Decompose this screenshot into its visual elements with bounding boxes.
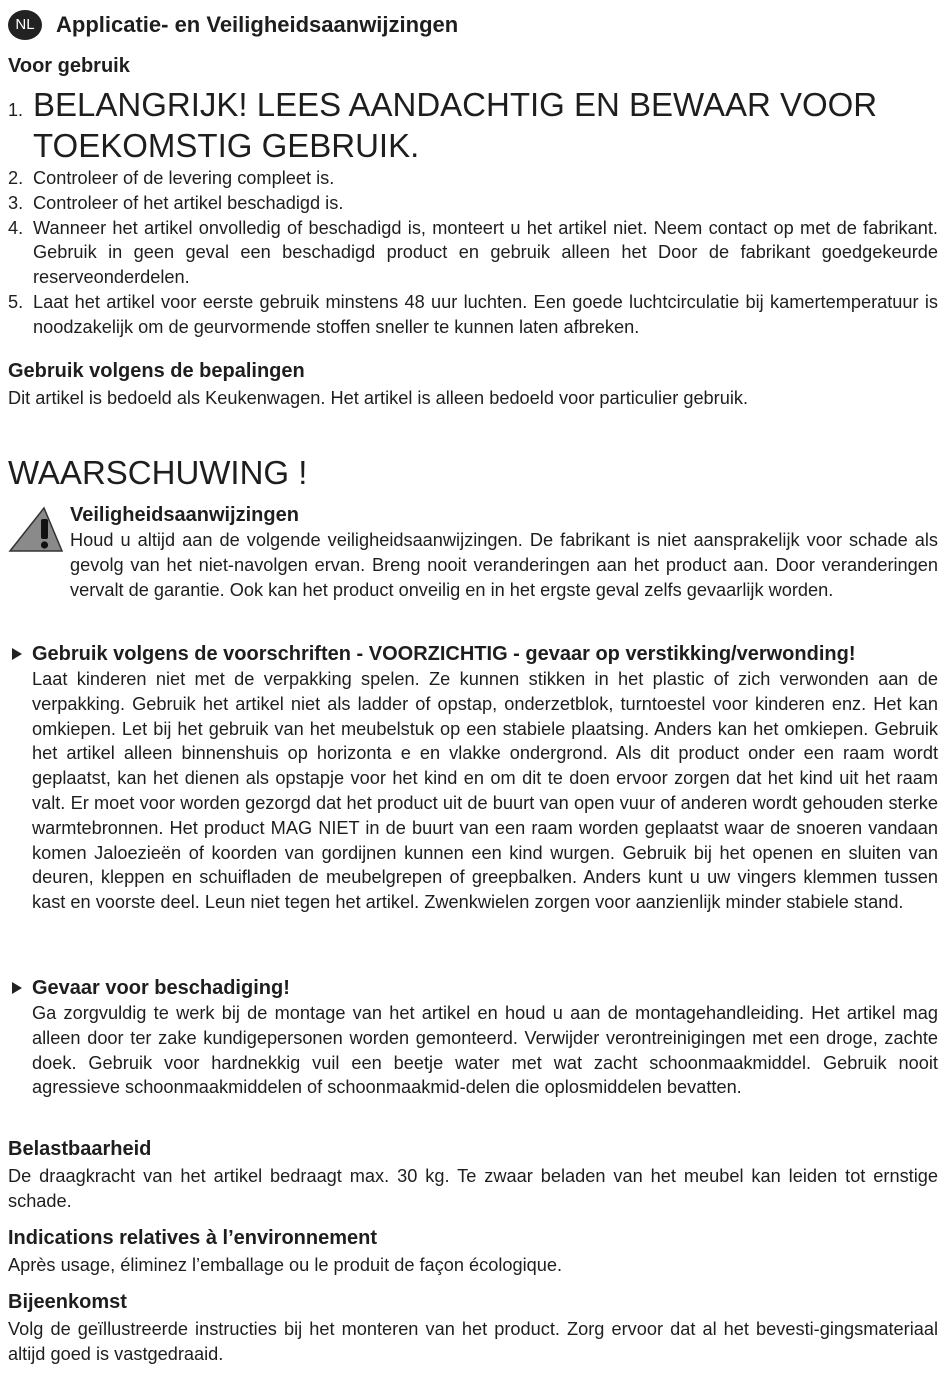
- belastbaarheid-text: De draagkracht van het artikel bedraagt max. 30 kg. Te zwaar beladen van het meubel kan leiden tot ernstige schade.: [8, 1166, 938, 1211]
- warning-triangle-icon: [8, 505, 64, 553]
- beschadiging-text: Ga zorgvuldig te werk bij de montage van het artikel en houd u aan de montagehandleiding. Het artikel mag alleen door ter zake kundigepersonen worden gemonteerd. Verwijder verontreinigingen met een droge, zachte doek. Gebruik voor hardnekkig vuil een beetje water met wat zacht schoonmaakmiddel. Gebruik nooit agressieve schoonmaakmiddelen of schoonmaakmid-delen die oplosmiddelen bevatten.: [32, 1003, 938, 1098]
- voorschriften-text: Laat kinderen niet met de verpakking spelen. Ze kunnen stikken in het plastic of zich verwonden aan de verpakking. Gebruik het artikel niet als ladder of opstap, onderzetblok, turntoestel voor kinderen enz. Het kan omkiepen. Let bij het gebruik van het meubelstuk op een stabiele plaatsing. Anders kan het omkiepen. Gebruik het artikel alleen binnenshuis op horizonta e en vlakke ondergrond. Als dit product onder een raam wordt geplaatst, kan het dienen als opstapje voor het kind en om dit te doen ervoor zorgen dat het kind uit het raam valt. Er moet voor worden gezorgd dat het product uit de buurt van open vuur of anderen wordt gehouden sterke warmtebronnen. Het product MAG NIET in de buurt van een raam worden geplaatst waar de snoeren vandaan komen Jaloezieën of koorden van gordijnen kunnen een kind wurgen. Gebruik bij het openen en sluiten van deuren, kleppen en schuifladen de meubelgrepen of greepbalken. Anders kunt u uw vingers klemmen tussen kast en voorste deel. Leun niet tegen het artikel. Zwenkwielen zorgen voor aanzienlijk minder stabiele stand.: [32, 669, 938, 913]
- item-text: BELANGRIJK! LEES AANDACHTIG EN BEWAAR VOOR TOEKOMSTIG GEBRUIK.: [33, 86, 878, 164]
- safety-block: [70, 502, 938, 602]
- section-title-bepalingen: Gebruik volgens de bepalingen: [8, 360, 305, 382]
- item-number: 4.: [8, 217, 24, 238]
- beschadiging-title: [8, 975, 938, 1001]
- item-text: Controleer of de levering compleet is.: [33, 168, 335, 188]
- item-number: 1.: [8, 100, 24, 120]
- page-header: [8, 8, 938, 42]
- list-item: [8, 84, 938, 166]
- item-text: Controleer of het artikel beschadigd is.: [33, 192, 344, 213]
- list-item: [8, 216, 938, 290]
- list-item: [8, 166, 938, 191]
- warning-title: WAARSCHUWING !: [8, 454, 308, 491]
- voor-gebruik-list: [8, 84, 938, 340]
- bijeenkomst-text: Volg de geïllustreerde instructies bij het monteren van het product. Zorg ervoor dat al het bevesti-gingsmateriaal altijd goed is vastgedraaid.: [8, 1319, 938, 1364]
- page-title: Applicatie- en Veiligheidsaanwijzingen: [56, 12, 459, 37]
- safety-text: Houd u altijd aan de volgende veiligheidsaanwijzingen. De fabrikant is niet aansprakelijk voor schade als gevolg van het niet-navolgen ervan. Breng nooit veranderingen aan het product aan. Door veranderingen vervalt de garantie. Ook kan het product onveilig en in het ergste geval zelfs gevaarlijk worden.: [70, 530, 938, 600]
- bepalingen-text: Dit artikel is bedoeld als Keukenwagen. Het artikel is alleen bedoeld voor particulier gebruik.: [8, 388, 749, 408]
- safety-title: Veiligheidsaanwijzingen: [70, 504, 299, 526]
- item-text: Laat het artikel voor eerste gebruik minstens 48 uur luchten. Een goede luchtcirculatie bij kamertemperatuur is noodzakelijk om de geurvormende stoffen sneller te kunnen laten afbreken.: [33, 291, 938, 337]
- section-title-environment: Indications relatives à l’environnement: [8, 1227, 378, 1249]
- item-text: Wanneer het artikel onvolledig of beschadigd is, monteert u het artikel niet. Neem contact op met de fabrikant. Gebruik in geen geval een beschadigd product en gebruik alleen het Door de fabrikant goedgekeurde reserveonderdelen.: [33, 217, 938, 288]
- bullet-triangle-icon: [12, 982, 22, 994]
- list-item: [8, 290, 938, 340]
- beschadiging-block: [8, 975, 938, 1100]
- bullet-triangle-icon: [12, 648, 22, 660]
- section-title-bijeenkomst: Bijeenkomst: [8, 1291, 127, 1313]
- section-title-voor-gebruik: Voor gebruik: [8, 55, 130, 77]
- voorschriften-block: [8, 641, 938, 915]
- environment-text: Après usage, éliminez l’emballage ou le produit de façon écologique.: [8, 1255, 563, 1275]
- item-number: 2.: [8, 168, 24, 188]
- voorschriften-title-text: Gebruik volgens de voorschriften - VOORZICHTIG - gevaar op verstikking/verwonding!: [32, 643, 856, 665]
- item-number: 3.: [8, 192, 24, 213]
- section-title-belastbaarheid: Belastbaarheid: [8, 1138, 152, 1160]
- beschadiging-title-text: Gevaar voor beschadiging!: [32, 977, 290, 999]
- item-number: 5.: [8, 291, 24, 312]
- voorschriften-title: [8, 641, 938, 667]
- language-badge: NL: [8, 10, 42, 40]
- list-item: [8, 191, 938, 216]
